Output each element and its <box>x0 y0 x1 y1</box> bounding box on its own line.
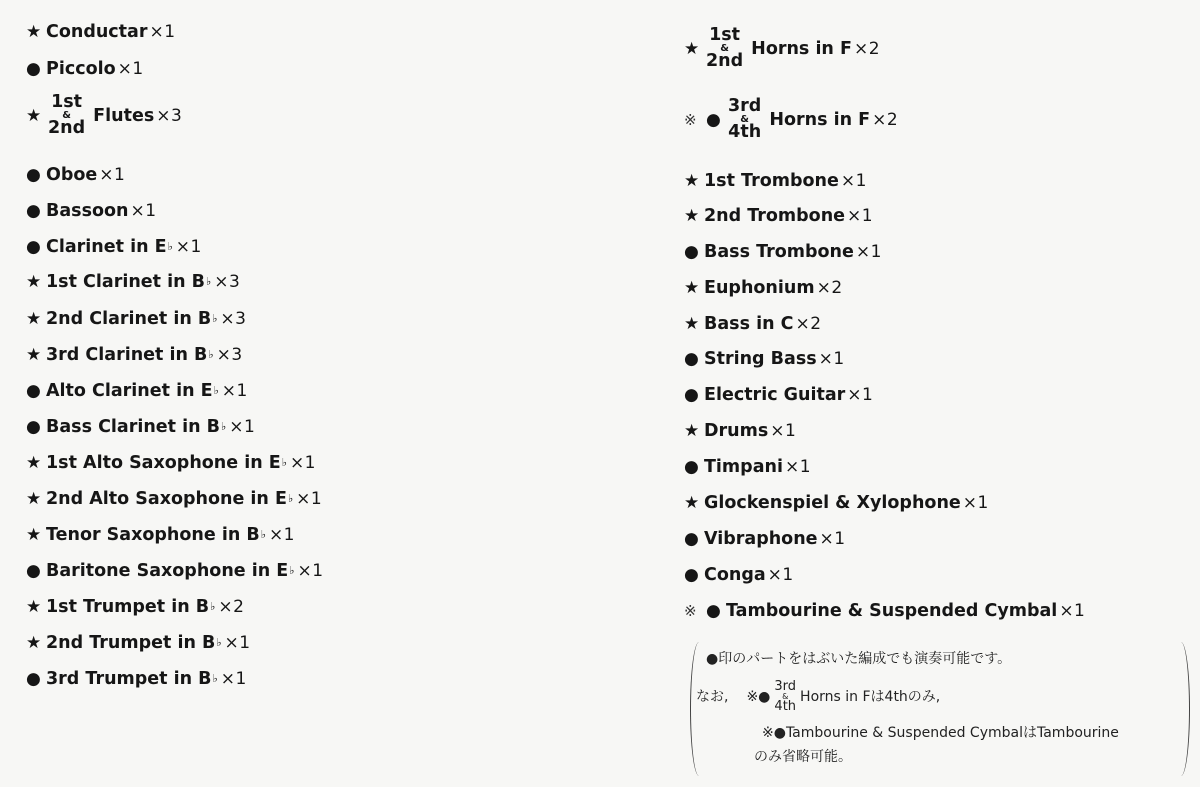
part-count: ×1 <box>224 633 251 653</box>
stack-part-number: 1st <box>51 92 83 112</box>
bullet-icon: ● <box>26 201 41 221</box>
left-list-item <box>26 58 144 80</box>
note-line-4: のみ省略可能。 <box>754 749 852 765</box>
instrument-name: Glockenspiel & Xylophone <box>704 493 961 513</box>
part-count: ×1 <box>818 349 845 369</box>
part-count: ×2 <box>218 597 245 617</box>
part-count: ×1 <box>819 529 846 549</box>
part-count: ×1 <box>297 561 324 581</box>
right-list-item <box>684 528 846 550</box>
left-list-item <box>26 94 182 137</box>
part-count: ×1 <box>130 201 157 221</box>
note-stack-amp: & <box>782 692 789 701</box>
stack-part-number: 2nd <box>48 118 86 138</box>
bullet-icon: ● <box>26 417 41 437</box>
stack-ampersand: & <box>720 43 729 54</box>
part-count: ×3 <box>214 272 241 292</box>
left-list-item <box>26 596 244 618</box>
reference-mark: ※ <box>684 110 697 129</box>
part-count: ×1 <box>962 493 989 513</box>
left-list-item <box>26 668 247 690</box>
part-number-stack <box>728 98 761 141</box>
star-icon: ★ <box>684 314 700 334</box>
part-count: ×2 <box>816 278 843 298</box>
left-list-item <box>26 21 176 43</box>
bullet-icon: ● <box>26 59 41 79</box>
left-list-item <box>26 560 324 582</box>
star-icon: ★ <box>684 278 700 298</box>
part-count: ×1 <box>847 206 874 226</box>
right-list-item <box>684 27 880 70</box>
instrument-name: 1st Trumpet in B <box>46 597 210 617</box>
instrument-name: Tambourine & Suspended Cymbal <box>726 601 1058 621</box>
instrument-name: 2nd Alto Saxophone in E <box>46 489 287 509</box>
instrument-name: Horns in F <box>751 38 852 59</box>
star-icon: ★ <box>26 633 42 653</box>
flat-sign: ♭ <box>260 528 266 541</box>
right-list-item <box>684 456 811 478</box>
star-icon: ★ <box>26 345 42 365</box>
note-line-2-suffix: Horns in Fは4thのみ, <box>800 688 941 705</box>
bullet-icon: ● <box>684 565 699 585</box>
bullet-icon: ● <box>26 561 41 581</box>
flat-sign: ♭ <box>287 492 294 505</box>
right-list-item <box>684 492 989 514</box>
flat-sign: ♭ <box>216 636 222 649</box>
instrument-name: 2nd Trombone <box>704 206 846 226</box>
instrument-name: Bassoon <box>46 201 129 221</box>
star-icon: ★ <box>684 493 700 513</box>
star-icon: ★ <box>684 171 700 191</box>
note-stack-bottom: 4th <box>774 699 797 714</box>
stack-part-number: 3rd <box>728 96 762 116</box>
star-icon: ★ <box>26 105 42 126</box>
reference-mark: ※ <box>684 602 697 620</box>
instrument-name: Vibraphone <box>704 529 818 549</box>
bullet-icon: ● <box>26 669 41 689</box>
star-icon: ★ <box>26 597 42 617</box>
right-list-item <box>684 241 882 263</box>
star-icon: ★ <box>26 453 42 473</box>
left-list-item <box>26 632 251 654</box>
star-icon: ★ <box>26 22 42 42</box>
instrument-name: 1st Alto Saxophone in E <box>46 453 281 473</box>
right-list-item <box>684 600 1085 622</box>
note-line-1: ●印のパートをはぶいた編成でも演奏可能です。 <box>706 651 1012 667</box>
part-count: ×1 <box>847 385 874 405</box>
bullet-icon: ● <box>684 457 699 477</box>
star-icon: ★ <box>684 38 700 59</box>
instrument-name: Drums <box>704 421 769 441</box>
instrument-name: 2nd Clarinet in B <box>46 309 212 329</box>
note-line-2 <box>696 680 940 713</box>
right-list-item <box>684 348 845 370</box>
right-parenthesis <box>1175 642 1190 776</box>
left-list-item <box>26 416 255 438</box>
note-line-2-prefix: なお, <box>696 688 729 705</box>
bullet-icon: ● <box>684 242 699 262</box>
instrument-name: Baritone Saxophone in E <box>46 561 289 581</box>
part-count: ×1 <box>784 457 812 477</box>
bullet-icon: ● <box>26 237 41 257</box>
part-count: ×3 <box>216 345 243 365</box>
stack-ampersand: & <box>62 110 71 121</box>
part-count: ×1 <box>221 381 248 401</box>
left-list-item <box>26 344 243 366</box>
left-list-item <box>26 380 248 402</box>
instrument-name: Alto Clarinet in E <box>46 381 213 401</box>
star-icon: ★ <box>26 525 42 545</box>
part-count: ×1 <box>840 171 867 191</box>
bullet-icon: ● <box>706 109 721 130</box>
right-list-item <box>684 277 843 299</box>
flat-sign: ♭ <box>167 240 173 253</box>
left-list-item <box>26 236 202 258</box>
right-list-item <box>684 205 873 227</box>
part-number-stack <box>706 27 743 70</box>
right-list-item <box>684 384 873 406</box>
instrument-name: Bass Clarinet in B <box>46 417 221 437</box>
instrument-name: 1st Trombone <box>704 171 839 191</box>
flat-sign: ♭ <box>221 420 227 433</box>
flat-sign: ♭ <box>289 564 295 577</box>
note-line-2-ref: ※● <box>746 688 771 705</box>
part-count: ×2 <box>853 38 881 59</box>
instrument-name: Oboe <box>46 165 98 185</box>
bullet-icon: ● <box>684 349 699 369</box>
flat-sign: ♭ <box>212 312 218 325</box>
instrument-name: Flutes <box>93 105 155 126</box>
instrument-name: String Bass <box>704 349 817 369</box>
instrument-name: Clarinet in E <box>46 237 167 257</box>
instrument-name: 1st Clarinet in B <box>46 272 206 292</box>
note-box <box>690 640 1190 778</box>
instrument-name: Piccolo <box>46 59 116 79</box>
left-list-item <box>26 524 295 546</box>
part-count: ×1 <box>296 489 323 509</box>
part-count: ×3 <box>156 105 183 126</box>
star-icon: ★ <box>684 206 700 226</box>
part-count: ×1 <box>770 421 797 441</box>
part-count: ×1 <box>289 453 316 473</box>
note-stack-top: 3rd <box>774 679 797 694</box>
flat-sign: ♭ <box>213 384 219 397</box>
bullet-icon: ● <box>26 381 41 401</box>
right-list-item <box>684 564 794 586</box>
left-list-item <box>26 164 125 186</box>
instrument-name: Timpani <box>704 457 783 477</box>
note-line-2-stack <box>774 680 796 713</box>
left-list-item <box>26 488 322 510</box>
note-line-3: ※●Tambourine & Suspended CymbalはTambourine <box>762 725 1119 741</box>
stack-ampersand: & <box>740 114 750 125</box>
left-list-item <box>26 271 240 293</box>
flat-sign: ♭ <box>281 456 287 469</box>
part-count: ×1 <box>220 669 247 689</box>
flat-sign: ♭ <box>210 600 216 613</box>
right-list-item <box>684 313 822 335</box>
instrument-name: Horns in F <box>769 109 871 130</box>
instrument-name: 2nd Trumpet in B <box>46 633 216 653</box>
part-count: ×1 <box>149 22 176 42</box>
instrument-name: Euphonium <box>704 278 815 298</box>
part-number-stack <box>48 94 85 137</box>
part-count: ×1 <box>117 59 144 79</box>
instrument-name: Conductar <box>46 22 148 42</box>
star-icon: ★ <box>26 489 42 509</box>
instrument-name: Electric Guitar <box>704 385 846 405</box>
bullet-icon: ● <box>684 385 699 405</box>
star-icon: ★ <box>26 272 42 292</box>
right-list-item <box>684 420 796 442</box>
part-count: ×1 <box>268 525 295 545</box>
part-count: ×2 <box>795 314 822 334</box>
stack-part-number: 1st <box>709 25 741 45</box>
flat-sign: ♭ <box>212 672 218 685</box>
instrument-name: 3rd Clarinet in B <box>46 345 208 365</box>
left-list-item <box>26 200 157 222</box>
right-list-item <box>684 98 898 141</box>
left-list-item <box>26 308 246 330</box>
bullet-icon: ● <box>684 529 699 549</box>
part-count: ×1 <box>229 417 256 437</box>
part-count: ×1 <box>99 165 126 185</box>
instrument-name: 3rd Trumpet in B <box>46 669 212 689</box>
part-count: ×1 <box>767 565 794 585</box>
instrument-name: Tenor Saxophone in B <box>46 525 260 545</box>
flat-sign: ♭ <box>208 348 214 361</box>
star-icon: ★ <box>26 309 42 329</box>
bullet-icon: ● <box>706 601 721 621</box>
star-icon: ★ <box>684 421 700 441</box>
stack-part-number: 2nd <box>706 51 744 71</box>
instrument-name: Bass in C <box>704 314 794 334</box>
part-count: ×1 <box>855 242 882 262</box>
part-count: ×1 <box>1059 601 1086 621</box>
stack-part-number: 4th <box>728 122 762 142</box>
instrument-name: Bass Trombone <box>704 242 854 262</box>
instrument-name: Conga <box>704 565 766 585</box>
part-count: ×3 <box>220 309 247 329</box>
flat-sign: ♭ <box>206 275 212 288</box>
bullet-icon: ● <box>26 165 41 185</box>
left-list-item <box>26 452 316 474</box>
right-list-item <box>684 170 867 192</box>
part-count: ×1 <box>175 237 202 257</box>
part-count: ×2 <box>872 109 899 130</box>
